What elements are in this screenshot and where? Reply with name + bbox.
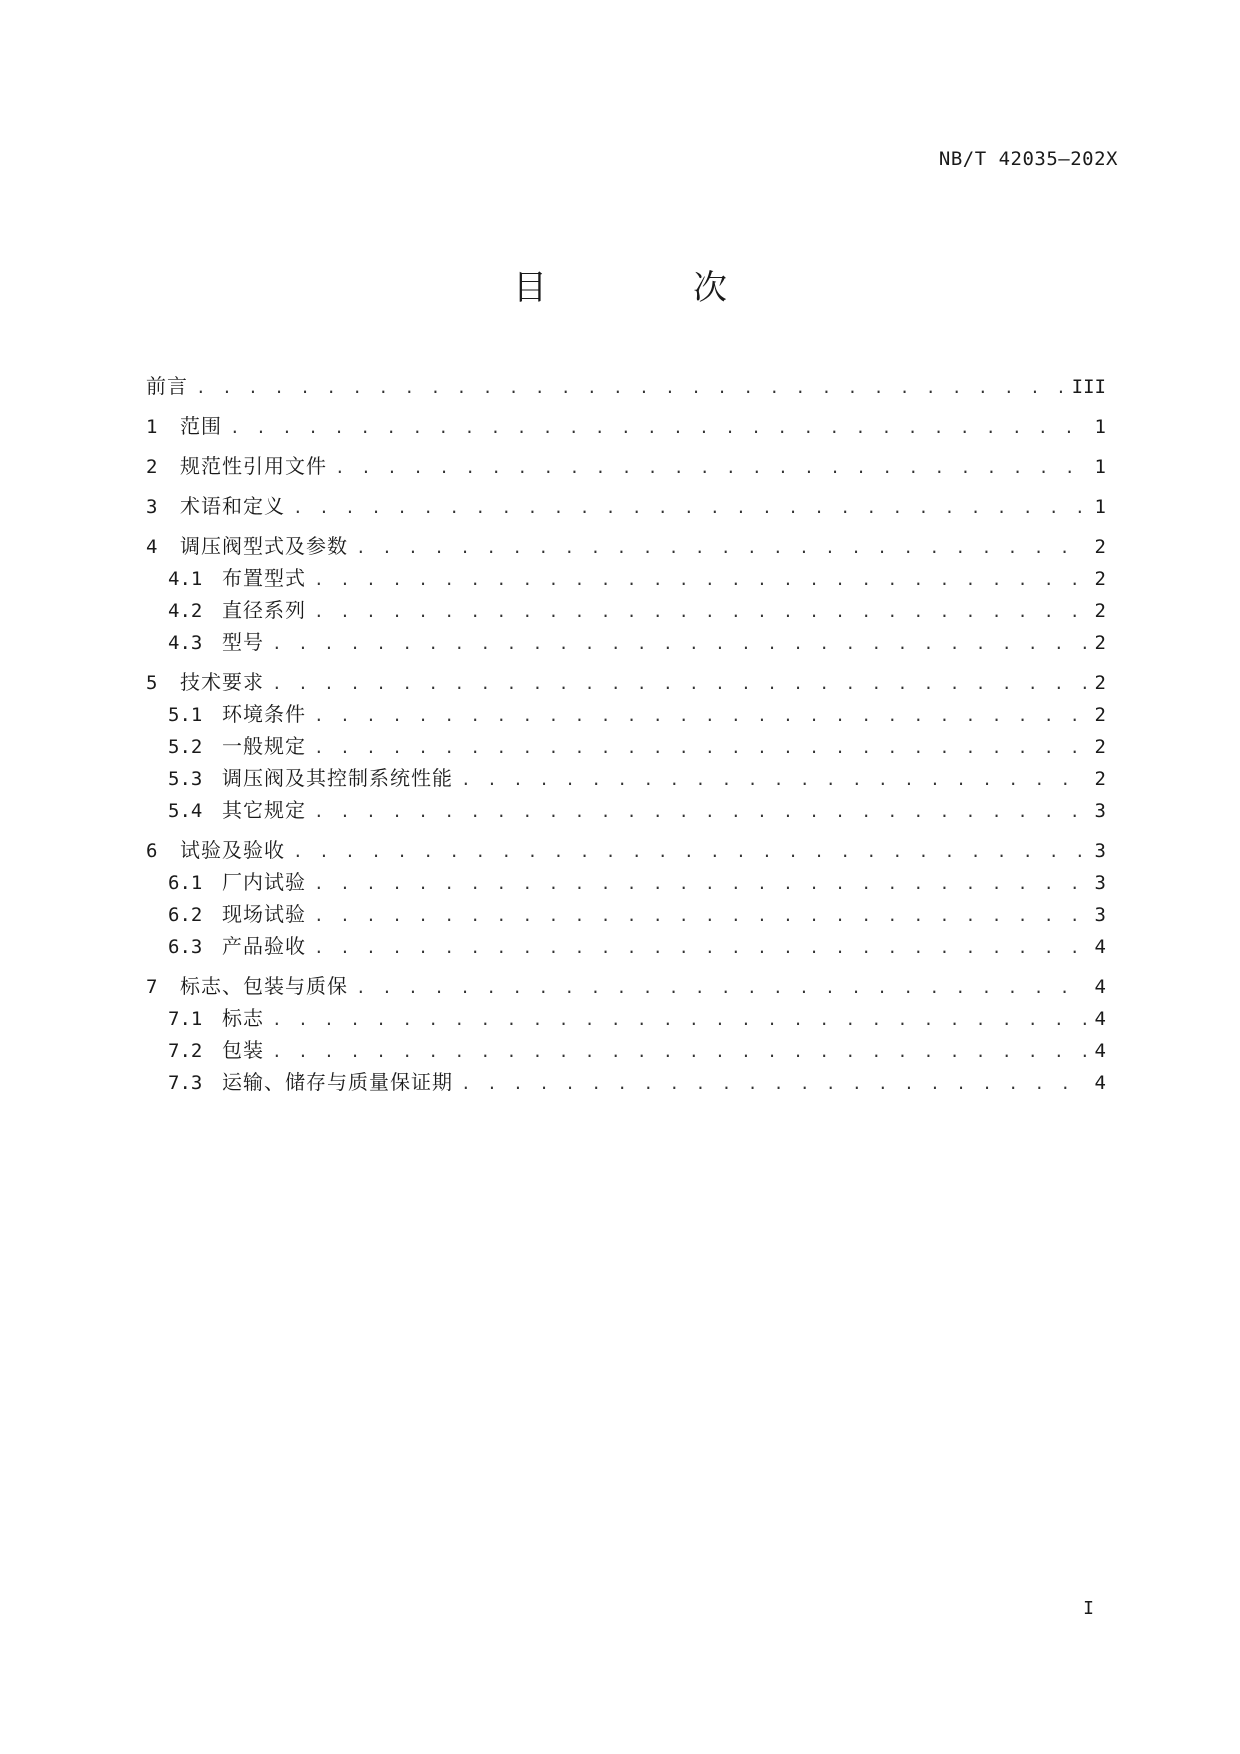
toc-entry[interactable] <box>146 530 1106 562</box>
toc-entry-page: 4 <box>1094 936 1106 958</box>
toc-entry[interactable] <box>146 1034 1106 1066</box>
toc-entry-label: 其它规定 <box>222 798 306 822</box>
toc-entry[interactable] <box>146 490 1106 522</box>
toc-entry-label: 型号 <box>222 630 264 654</box>
toc-entry-number: 5.3 <box>168 768 203 790</box>
toc-entry-label: 现场试验 <box>222 902 306 926</box>
toc-entry-page: 4 <box>1094 1072 1106 1094</box>
page-number: I <box>1083 1598 1094 1619</box>
toc-entry[interactable] <box>146 730 1106 762</box>
toc-leader-dots <box>222 412 1087 442</box>
toc-entry-number: 7.3 <box>168 1072 203 1094</box>
toc-entry-page: 1 <box>1094 456 1106 478</box>
toc-entry-number: 7.2 <box>168 1040 203 1062</box>
toc-entry-label: 调压阀及其控制系统性能 <box>222 766 453 790</box>
toc-entry-label: 标志 <box>222 1006 264 1030</box>
toc-entry[interactable] <box>146 866 1106 898</box>
table-of-contents <box>146 370 1106 1098</box>
toc-entry-page: 4 <box>1094 976 1106 998</box>
toc-entry[interactable] <box>146 370 1106 402</box>
toc-entry-number: 7 <box>146 976 158 998</box>
document-code: NB/T 42035—202X <box>938 148 1118 170</box>
toc-entry[interactable] <box>146 594 1106 626</box>
toc-entry-page: 4 <box>1094 1040 1106 1062</box>
toc-entry-label: 运输、储存与质量保证期 <box>222 1070 453 1094</box>
toc-entry-number: 6.1 <box>168 872 203 894</box>
toc-entry[interactable] <box>146 626 1106 658</box>
toc-entry-label: 试验及验收 <box>180 838 285 862</box>
toc-entry-number: 2 <box>146 456 158 478</box>
toc-entry-label: 产品验收 <box>222 934 306 958</box>
toc-leader-dots <box>285 492 1087 522</box>
toc-entry-number: 1 <box>146 416 158 438</box>
toc-entry-number: 4 <box>146 536 158 558</box>
toc-entry-page: 3 <box>1094 840 1106 862</box>
toc-entry-label: 一般规定 <box>222 734 306 758</box>
toc-entry[interactable] <box>146 666 1106 698</box>
toc-entry[interactable] <box>146 970 1106 1002</box>
toc-entry-page: 2 <box>1094 672 1106 694</box>
toc-entry-page: 3 <box>1094 904 1106 926</box>
toc-entry-page: 2 <box>1094 736 1106 758</box>
toc-entry[interactable] <box>146 1002 1106 1034</box>
toc-entry-number: 6.2 <box>168 904 203 926</box>
toc-leader-dots <box>306 564 1087 594</box>
toc-entry[interactable] <box>146 930 1106 962</box>
toc-entry-number: 4.3 <box>168 632 203 654</box>
toc-entry-label: 范围 <box>180 414 222 438</box>
toc-entry-page: 1 <box>1094 496 1106 518</box>
toc-leader-dots <box>306 796 1087 826</box>
toc-entry-number: 4.1 <box>168 568 203 590</box>
toc-entry-page: 2 <box>1094 768 1106 790</box>
toc-entry[interactable] <box>146 762 1106 794</box>
toc-leader-dots <box>188 372 1064 402</box>
toc-leader-dots <box>306 700 1087 730</box>
toc-entry-page: 2 <box>1094 704 1106 726</box>
toc-leader-dots <box>306 868 1087 898</box>
toc-leader-dots <box>264 628 1087 658</box>
toc-entry-page: 4 <box>1094 1008 1106 1030</box>
toc-entry-page: 2 <box>1094 568 1106 590</box>
toc-leader-dots <box>306 932 1087 962</box>
page-title: 目 次 <box>513 268 783 308</box>
toc-leader-dots <box>327 452 1087 482</box>
toc-entry-page: 3 <box>1094 872 1106 894</box>
toc-leader-dots <box>264 668 1087 698</box>
toc-leader-dots <box>285 836 1087 866</box>
toc-entry[interactable] <box>146 794 1106 826</box>
toc-entry[interactable] <box>146 834 1106 866</box>
toc-entry-page: 1 <box>1094 416 1106 438</box>
toc-entry-number: 3 <box>146 496 158 518</box>
toc-entry[interactable] <box>146 450 1106 482</box>
toc-entry-page: 2 <box>1094 600 1106 622</box>
toc-entry-label: 直径系列 <box>222 598 306 622</box>
toc-leader-dots <box>348 532 1087 562</box>
toc-entry-label: 调压阀型式及参数 <box>180 534 348 558</box>
toc-entry-label: 厂内试验 <box>222 870 306 894</box>
toc-entry-label: 包装 <box>222 1038 264 1062</box>
toc-entry-label: 术语和定义 <box>180 494 285 518</box>
toc-entry[interactable] <box>146 410 1106 442</box>
toc-entry-number: 5.2 <box>168 736 203 758</box>
toc-entry-number: 5.1 <box>168 704 203 726</box>
toc-leader-dots <box>306 900 1087 930</box>
toc-entry-label: 技术要求 <box>180 670 264 694</box>
toc-entry-number: 6 <box>146 840 158 862</box>
toc-entry-label: 规范性引用文件 <box>180 454 327 478</box>
toc-entry-number: 5.4 <box>168 800 203 822</box>
toc-leader-dots <box>453 1068 1087 1098</box>
toc-entry-page: 3 <box>1094 800 1106 822</box>
toc-entry[interactable] <box>146 898 1106 930</box>
toc-leader-dots <box>453 764 1087 794</box>
toc-leader-dots <box>306 596 1087 626</box>
toc-entry-label: 前言 <box>146 374 188 398</box>
toc-entry-label: 布置型式 <box>222 566 306 590</box>
toc-leader-dots <box>264 1004 1087 1034</box>
toc-entry-number: 6.3 <box>168 936 203 958</box>
toc-entry-page: 2 <box>1094 632 1106 654</box>
toc-entry[interactable] <box>146 1066 1106 1098</box>
toc-entry-page: III <box>1071 376 1106 398</box>
toc-leader-dots <box>306 732 1087 762</box>
toc-leader-dots <box>348 972 1087 1002</box>
toc-entry-number: 4.2 <box>168 600 203 622</box>
toc-entry[interactable] <box>146 562 1106 594</box>
toc-entry[interactable] <box>146 698 1106 730</box>
toc-entry-label: 环境条件 <box>222 702 306 726</box>
toc-entry-page: 2 <box>1094 536 1106 558</box>
toc-leader-dots <box>264 1036 1087 1066</box>
toc-entry-number: 7.1 <box>168 1008 203 1030</box>
toc-entry-number: 5 <box>146 672 158 694</box>
toc-entry-label: 标志、包装与质保 <box>180 974 348 998</box>
